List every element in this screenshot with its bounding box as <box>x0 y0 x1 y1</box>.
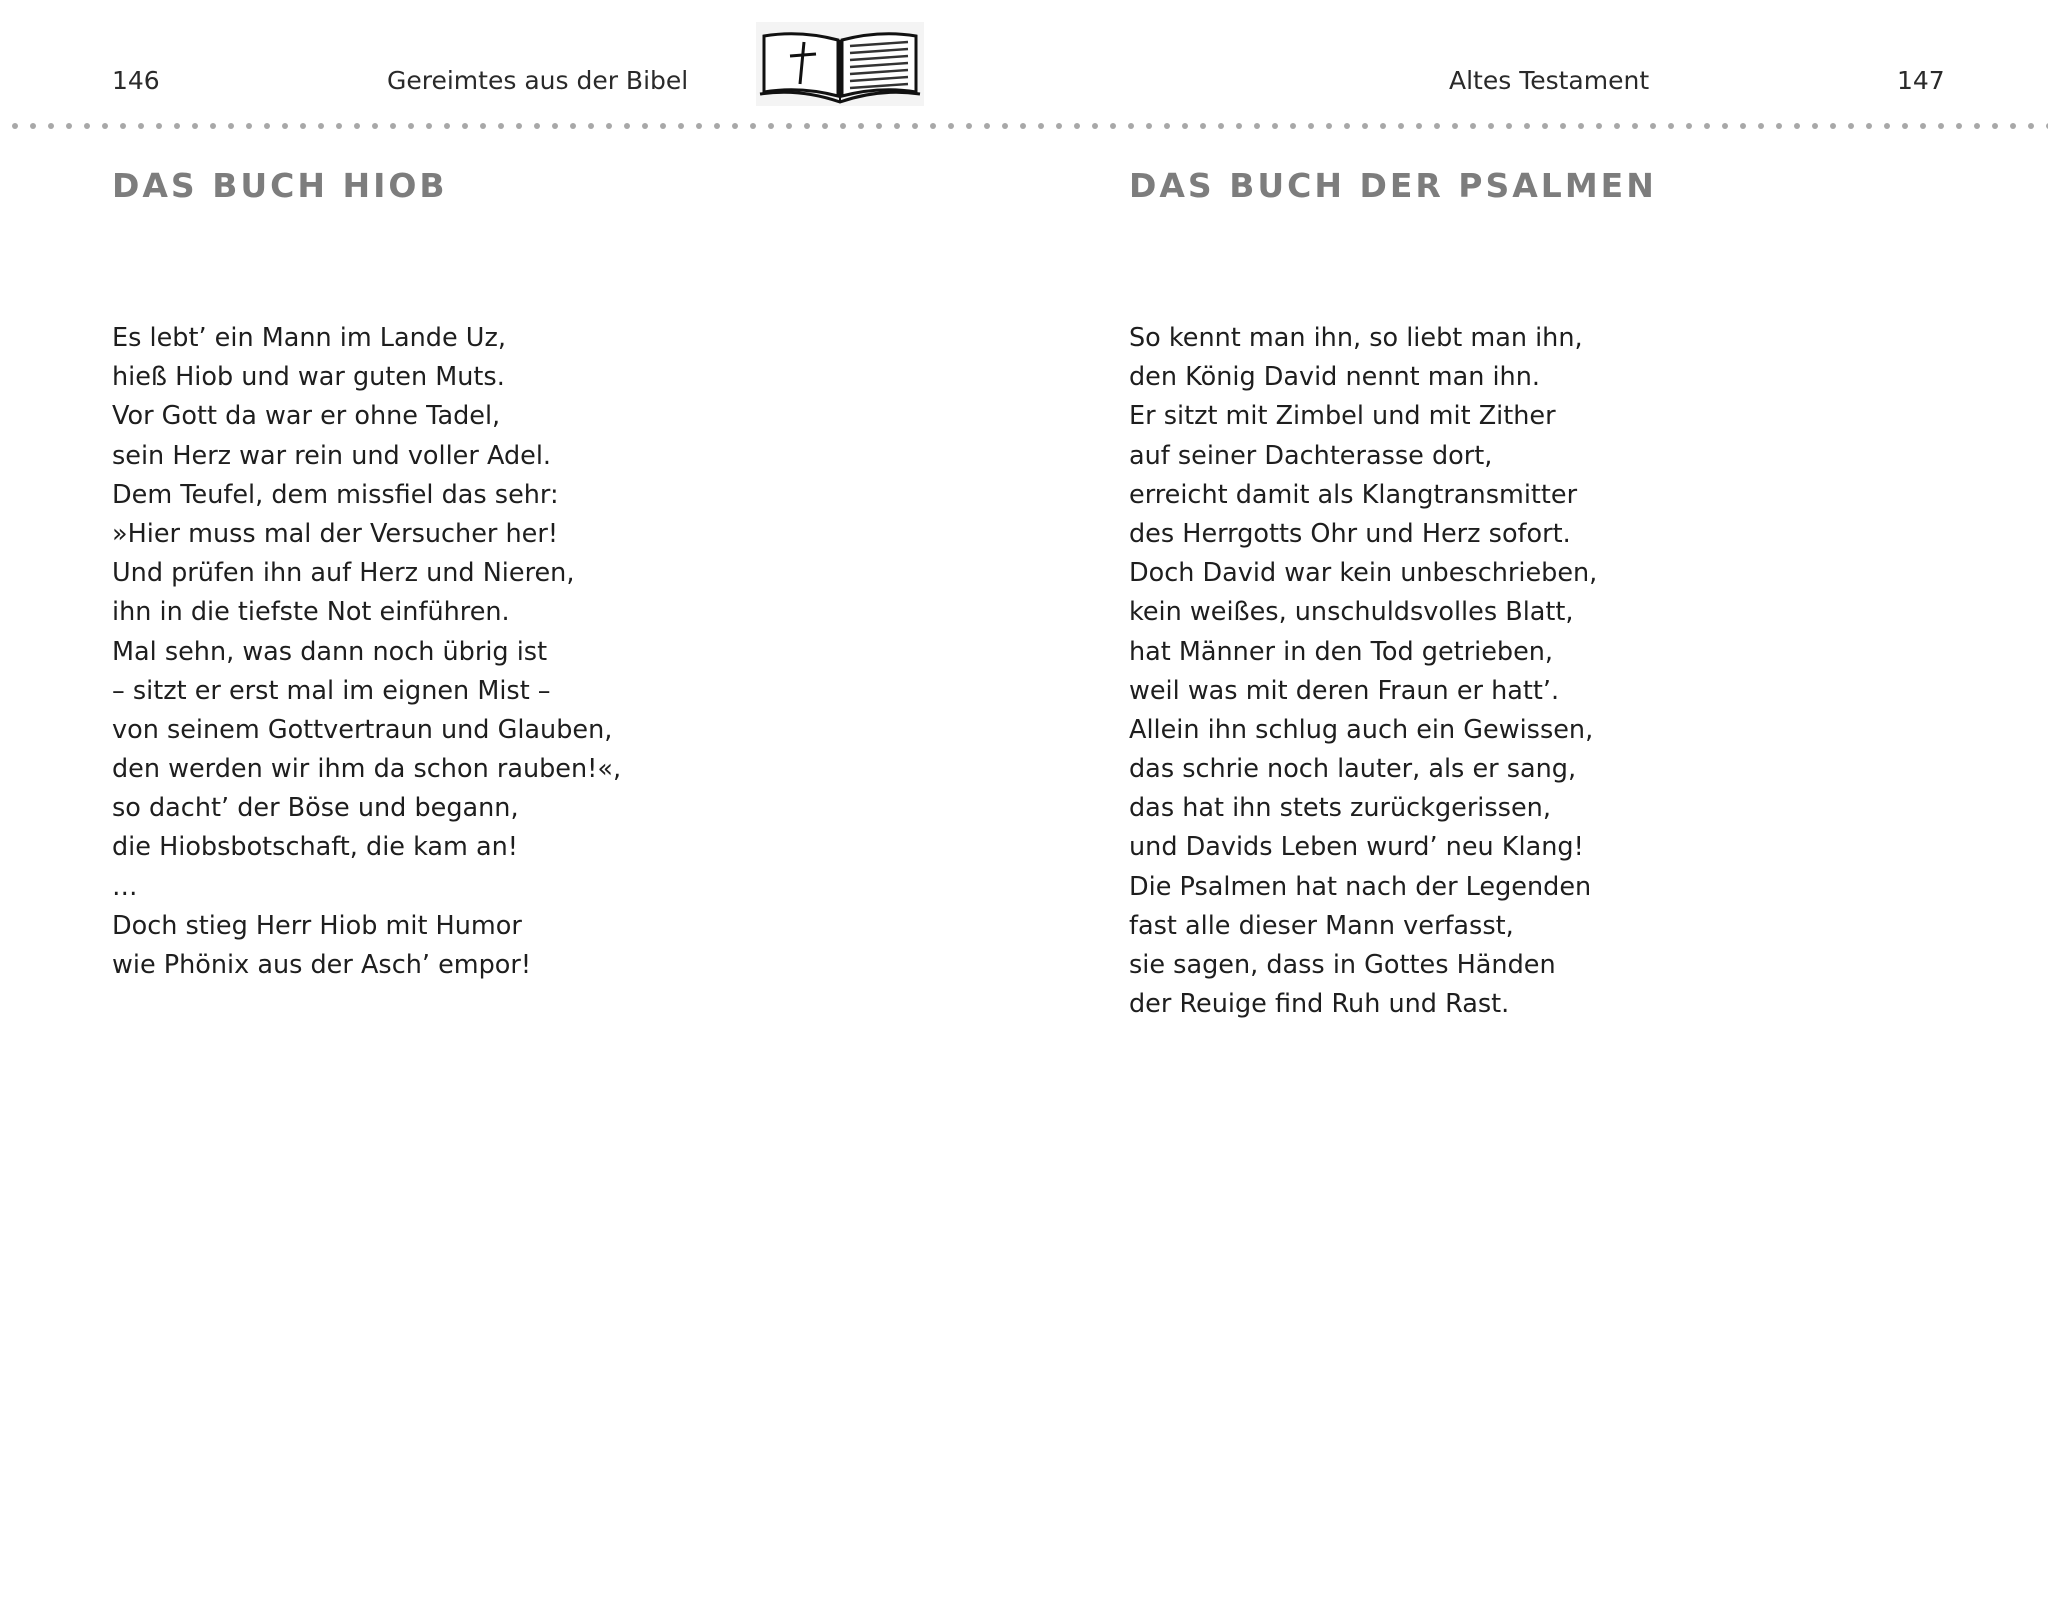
verse-line: – sitzt er erst mal im eignen Mist – <box>112 675 551 706</box>
right-page-number: 147 <box>1897 66 1945 95</box>
verse-line: den König David nennt man ihn. <box>1129 362 1540 393</box>
verse-line: weil was mit deren Fraun er hatt’. <box>1129 675 1560 706</box>
verse-line: den werden wir ihm da schon rauben!«, <box>112 754 622 785</box>
poem-hiob <box>112 319 832 985</box>
verse-line: Doch stieg Herr Hiob mit Humor <box>112 910 522 941</box>
verse-line: hat Männer in den Tod getrieben, <box>1129 636 1554 667</box>
verse-line: das schrie noch lauter, als er sang, <box>1129 754 1577 785</box>
verse-line: der Reuige find Ruh und Rast. <box>1129 989 1510 1020</box>
left-page-number: 146 <box>112 66 160 95</box>
verse-line: Die Psalmen hat nach der Legenden <box>1129 871 1592 902</box>
verse-line: So kennt man ihn, so liebt man ihn, <box>1129 323 1583 353</box>
verse-line: kein weißes, unschuldsvolles Blatt, <box>1129 597 1574 628</box>
verse-line: Doch David war kein unbeschrieben, <box>1129 558 1598 589</box>
verse-line: auf seiner Dachterasse dort, <box>1129 440 1493 471</box>
verse-line: Und prüfen ihn auf Herz und Nieren, <box>112 558 575 589</box>
chapter-title-psalmen: DAS BUCH DER PSALMEN <box>1129 166 1657 205</box>
verse-line: wie Phönix aus der Asch’ empor! <box>112 950 532 980</box>
verse-line: hieß Hiob und war guten Muts. <box>112 362 505 393</box>
chapter-title-hiob: DAS BUCH HIOB <box>112 166 448 205</box>
verse-line: Er sitzt mit Zimbel und mit Zither <box>1129 401 1556 432</box>
poem-psalmen <box>1129 319 1849 1024</box>
verse-line: die Hiobsbotschaft, die kam an! <box>112 832 518 863</box>
verse-line: und Davids Leben wurd’ neu Klang! <box>1129 832 1584 863</box>
right-running-title: Altes Testament <box>1449 66 1650 95</box>
verse-line: des Herrgotts Ohr und Herz sofort. <box>1129 518 1571 549</box>
verse-line: ihn in die tiefste Not einführen. <box>112 597 510 628</box>
verse-line: sein Herz war rein und voller Adel. <box>112 440 552 471</box>
verse-line: so dacht’ der Böse und begann, <box>112 793 519 824</box>
verse-line: das hat ihn stets zurückgerissen, <box>1129 793 1551 824</box>
dotted-divider <box>0 114 2048 138</box>
verse-line: erreicht damit als Klangtransmitter <box>1129 479 1578 510</box>
verse-line: Dem Teufel, dem missfiel das sehr: <box>112 479 559 510</box>
verse-line: von seinem Gottvertraun und Glauben, <box>112 714 613 745</box>
open-bible-with-cross-icon <box>756 22 924 106</box>
verse-line: Mal sehn, was dann noch übrig ist <box>112 636 548 667</box>
left-running-title: Gereimtes aus der Bibel <box>387 66 689 95</box>
verse-line: Allein ihn schlug auch ein Gewissen, <box>1129 714 1594 745</box>
verse-line: Es lebt’ ein Mann im Lande Uz, <box>112 323 506 353</box>
verse-line: Vor Gott da war er ohne Tadel, <box>112 401 501 432</box>
verse-line: sie sagen, dass in Gottes Händen <box>1129 950 1556 980</box>
verse-line: fast alle dieser Mann verfasst, <box>1129 910 1514 941</box>
verse-line: »Hier muss mal der Versucher her! <box>112 518 559 549</box>
verse-line: … <box>112 871 138 902</box>
